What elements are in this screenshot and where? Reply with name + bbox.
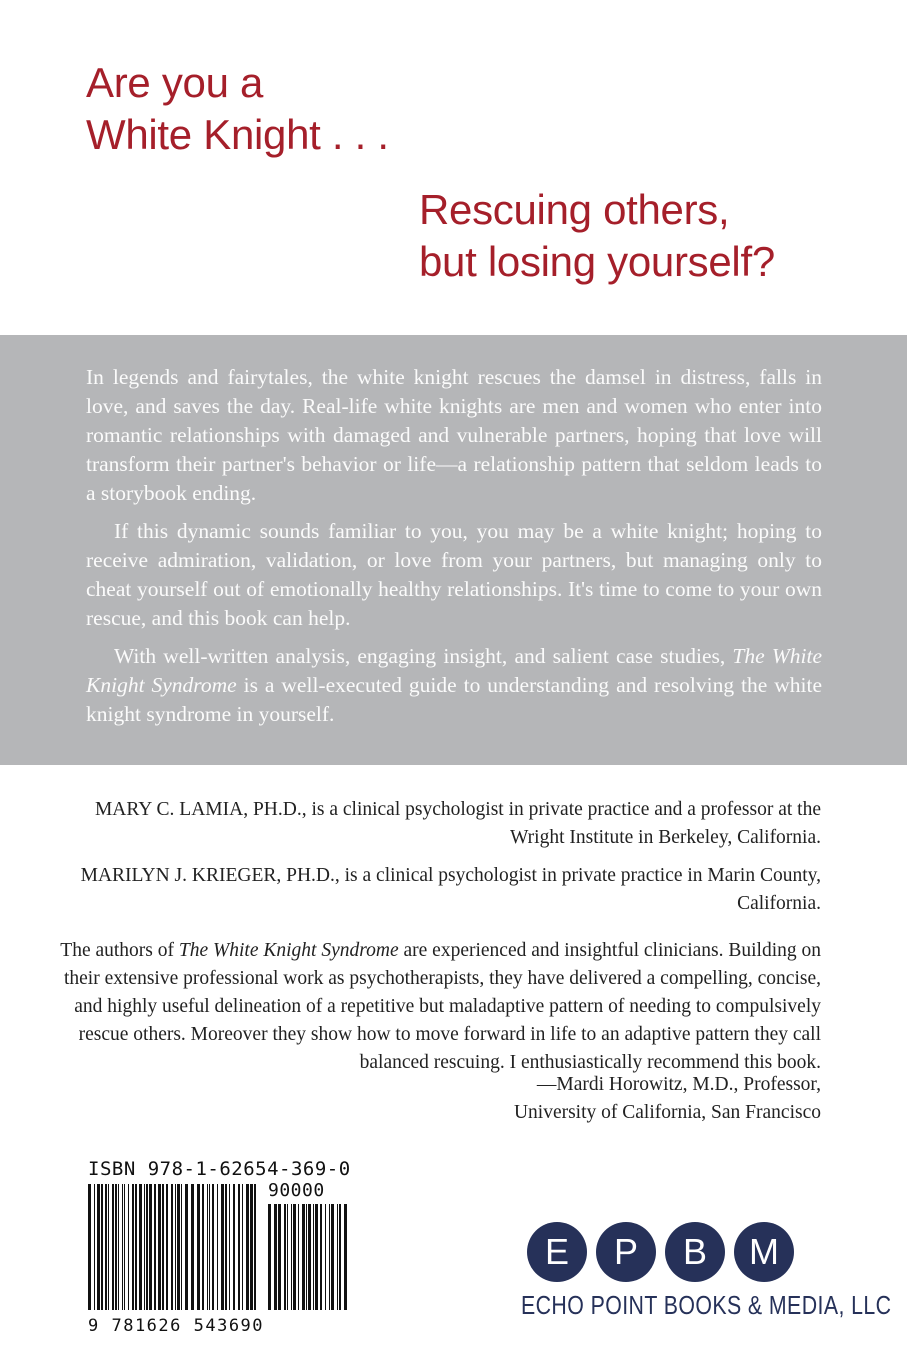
review-quote: The authors of The White Knight Syndrome are experienced and insightful clinicians. Building on their extensive professional work as psychotherapists, they have delivered a compelling, concise, and highly useful delineation of a repetitive but maladaptive pattern of needing to compulsively rescue others. Moreover they show how to move forward in life to an adaptive pattern they call balanced rescuing. I enthusiastically recommend this book. (60, 940, 821, 1073)
blurb-paragraph-3: With well-written analysis, engaging insight, and salient case studies, The White Knight Syndrome is a well-executed guide to understanding and resolving the white knight syndrome in yourself. (86, 644, 823, 726)
headline-subquestion: Rescuing others, but losing yourself? (419, 186, 775, 285)
isbn-label: ISBN 978-1-62654-369-0 (88, 1158, 351, 1180)
logo-letter-m: M (734, 1222, 794, 1282)
author-bio-lamia: MARY C. LAMIA, PH.D., is a clinical psychologist in private practice and a professor at the Wright Institute in Berkeley, California. (94, 799, 821, 848)
blurb-paragraph-2: If this dynamic sounds familiar to you, you may be a white knight; hoping to receive admiration, validation, or love from your partners, but managing only to cheat yourself out of emotionally healthy relationships. It's time to come to your own rescue, and this book can help. (86, 519, 822, 630)
review-book-title: The White Knight Syndrome (178, 940, 399, 961)
barcode-icon (84, 1160, 350, 1310)
logo-letter-b: B (665, 1222, 725, 1282)
barcode-number: 9 781626 543690 (88, 1316, 265, 1336)
blurb-paragraph-1: In legends and fairytales, the white knight rescues the damsel in distress, falls in love, and saves the day. Real-life white knights are men and women who enter into romantic relationships with damaged and vulnerable partners, hoping that love will transform their partner's behavior or life—a relationship pattern that seldom leads to a storybook ending. (86, 365, 822, 505)
review-attribution: —Mardi Horowitz, M.D., Professor, University of California, San Francisco (513, 1074, 821, 1123)
price-addon-code: 90000 (268, 1180, 325, 1201)
author-bio-krieger: MARILYN J. KRIEGER, PH.D., is a clinical psychologist in private practice in Marin County, California. (80, 865, 821, 914)
blurb-text (86, 363, 822, 738)
book-title: The White Knight Syndrome (86, 644, 822, 697)
publisher-name: ECHO POINT BOOKS & MEDIA, LLC (521, 1290, 892, 1320)
logo-letter-p: P (596, 1222, 656, 1282)
headline-question: Are you a White Knight . . . (86, 59, 389, 158)
publisher-logo (521, 1222, 892, 1321)
logo-letter-e: E (527, 1222, 587, 1282)
